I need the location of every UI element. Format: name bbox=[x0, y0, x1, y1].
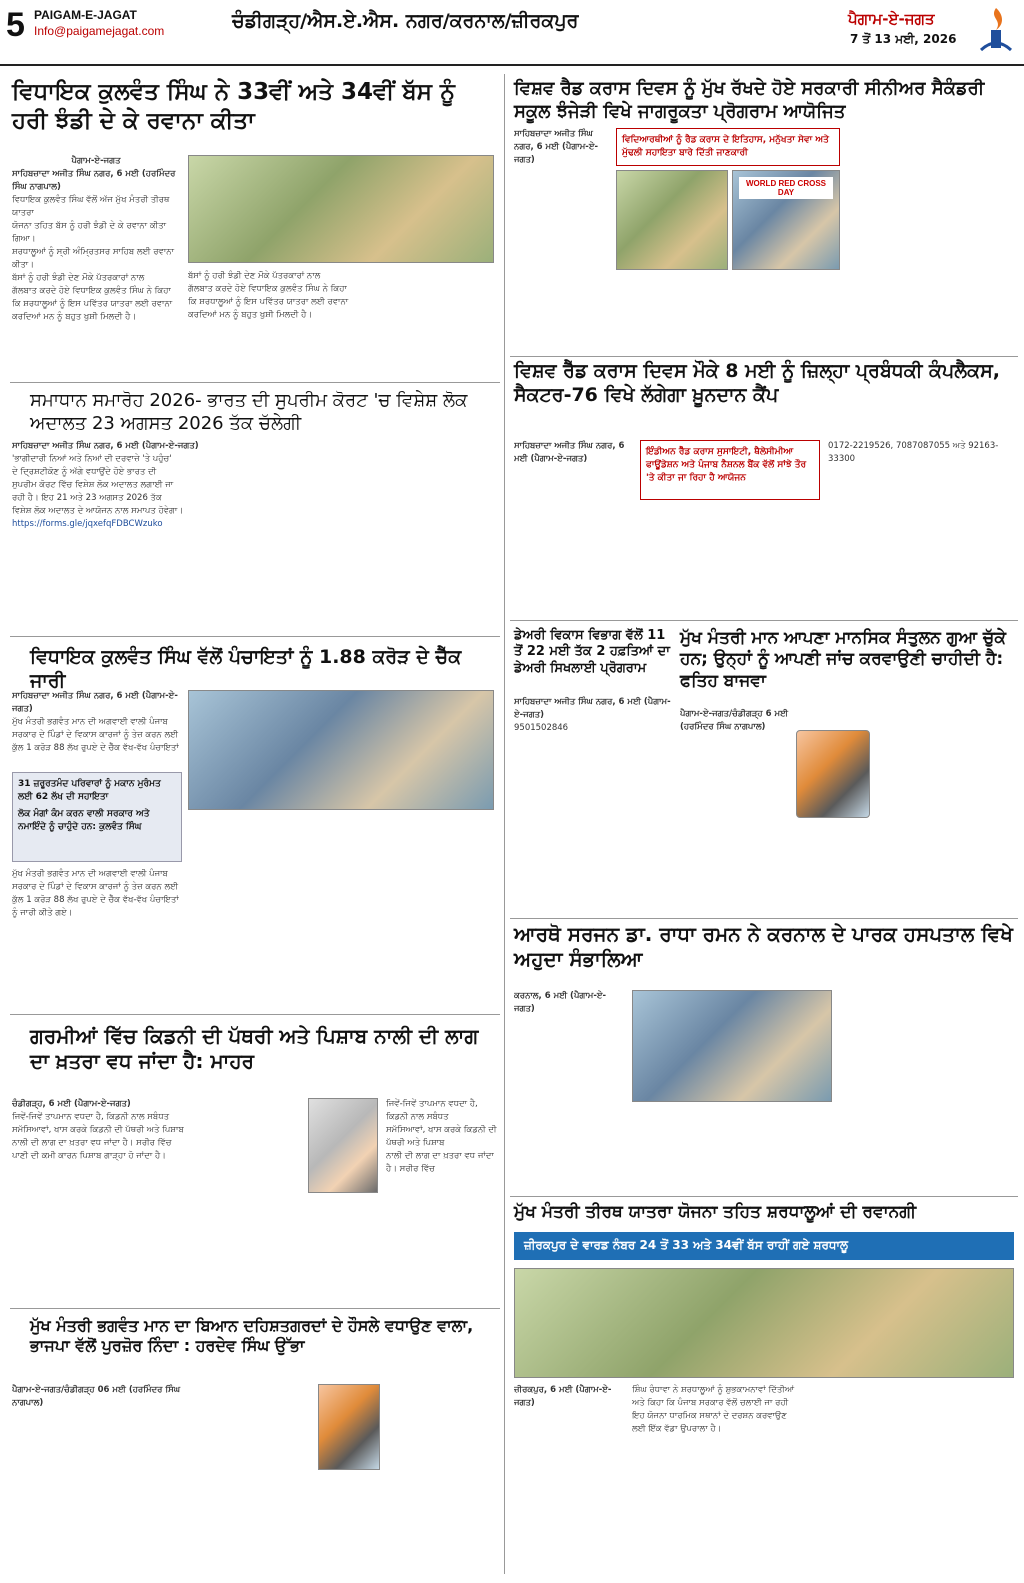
article-10-banner: ਜ਼ੀਰਕਪੁਰ ਦੇ ਵਾਰਡ ਨੰਬਰ 24 ਤੋਂ 33 ਅਤੇ 34ਵੀਂ ਬੱਸ ਰਾਹੀਂ ਗਏ ਸ਼ਰਧਾਲੂ bbox=[514, 1232, 1014, 1260]
byline: ਸਾਹਿਬਜ਼ਾਦਾ ਅਜੀਤ ਸਿੰਘ ਨਗਰ, 6 ਮਈ (ਪੈਗਾਮ-ਏ-ਜਗਤ) bbox=[514, 441, 625, 464]
article-9-headline: ਗਰਮੀਆਂ ਵਿੱਚ ਕਿਡਨੀ ਦੀ ਪੱਥਰੀ ਅਤੇ ਪਿਸ਼ਾਬ ਨਾਲੀ ਦੀ ਲਾਗ ਦਾ ਖ਼ਤਰਾ ਵਧ ਜਾਂਦਾ ਹੈ: ਮਾਹਰ bbox=[30, 1024, 479, 1073]
article-7-body-cont bbox=[876, 708, 1014, 923]
article-2-body-lower bbox=[514, 276, 844, 354]
article-7-headline: ਮੁੱਖ ਮੰਤਰੀ ਮਾਨ ਆਪਣਾ ਮਾਨਸਿਕ ਸੰਤੁਲਨ ਗੁਆ ਚੁੱਕੇ ਹਨ; ਉਨ੍ਹਾਂ ਨੂੰ ਆਪਣੀ ਜਾਂਚ ਕਰਵਾਉਣੀ ਚਾਹੀਦੀ ਹੈ: ਫਤਿਹ ਬਾਜਵਾ bbox=[680, 628, 1006, 691]
article-8-body-cont bbox=[840, 990, 1014, 1180]
highlight-2: ਲੋਕ ਮੰਗਾਂ ਕੰਮ ਕਰਨ ਵਾਲੀ ਸਰਕਾਰ ਅਤੇ ਨਮਾਇੰਦੇ ਨੂੰ ਚਾਹੁੰਦੇ ਹਨ: ਕੁਲਵੰਤ ਸਿੰਘ bbox=[18, 809, 150, 832]
article-8-body bbox=[514, 990, 624, 1180]
article-6-body bbox=[514, 696, 674, 921]
article-10-body bbox=[514, 1384, 624, 1574]
article-10-headline: ਮੁੱਖ ਮੰਤਰੀ ਤੀਰਥ ਯਾਤਰਾ ਯੋਜਨਾ ਤਹਿਤ ਸ਼ਰਧਾਲੂਆਂ ਦੀ ਰਵਾਨਗੀ bbox=[514, 1202, 917, 1222]
body-line: ਦੇ ਦ੍ਰਿਸ਼ਟੀਕੋਣ ਨੂੰ ਅੱਗੇ ਵਧਾਉਂਦੇ ਹੋਏ ਭਾਰਤ ਦੀ bbox=[12, 467, 157, 477]
body-line: ਵਿਸ਼ੇਸ਼ ਲੋਕ ਅਦਾਲਤ ਦੇ ਆਯੋਜਨ ਨਾਲ ਸਮਾਪਤ ਹੋਵੇਗਾ। bbox=[12, 506, 184, 516]
article-8-photo bbox=[632, 990, 832, 1102]
article-9-body-cont bbox=[386, 1098, 498, 1303]
photo-banner: WORLD RED CROSS DAY bbox=[739, 177, 833, 199]
form-link[interactable]: https://forms.gle/jqxefqFDBCWzuko bbox=[12, 519, 163, 529]
divider bbox=[510, 356, 1018, 357]
body-line: ਬੱਸਾਂ ਨੂੰ ਹਰੀ ਝੰਡੀ ਦੇਣ ਮੌਕੇ ਪੱਤਰਕਾਰਾਂ ਨਾਲ bbox=[188, 271, 321, 281]
article-1-body-cont bbox=[188, 270, 494, 375]
article-3-headline: ਸਮਾਧਾਨ ਸਮਾਰੋਹ 2026- ਭਾਰਤ ਦੀ ਸੁਪਰੀਮ ਕੋਰਟ 'ਚ ਵਿਸ਼ੇਸ਼ ਲੋਕ ਅਦਾਲਤ 23 ਅਗਸਤ 2026 ਤੱਕ ਚੱਲੇਗੀ bbox=[30, 390, 468, 434]
article-8-headline: ਆਰਥੋ ਸਰਜਨ ਡਾ. ਰਾਧਾ ਰਮਨ ਨੇ ਕਰਨਾਲ ਦੇ ਪਾਰਕ ਹਸਪਤਾਲ ਵਿਖੇ ਅਹੁਦਾ ਸੰਭਾਲਿਆ bbox=[514, 922, 1013, 971]
body-line: ਬੱਸਾਂ ਨੂੰ ਹਰੀ ਝੰਡੀ ਦੇਣ ਮੌਕੇ ਪੱਤਰਕਾਰਾਂ ਨਾਲ bbox=[12, 273, 145, 283]
body-line: ਗੱਲਬਾਤ ਕਰਦੇ ਹੋਏ ਵਿਧਾਇਕ ਕੁਲਵੰਤ ਸਿੰਘ ਨੇ ਕਿਹਾ bbox=[188, 284, 347, 294]
divider bbox=[10, 382, 500, 383]
body-line: ਸੁਪਰੀਮ ਕੋਰਟ ਵਿੱਚ ਵਿਸ਼ੇਸ਼ ਲੋਕ ਅਦਾਲਤ ਲਗਾਈ ਜਾ bbox=[12, 480, 174, 490]
body-line: ਕਿ ਸ਼ਰਧਾਲੂਆਂ ਨੂੰ ਇਸ ਪਵਿੱਤਰ ਯਾਤਰਾ ਲਈ ਰਵਾਨਾ bbox=[188, 297, 349, 307]
brand-name: PAIGAM-E-JAGAT bbox=[34, 8, 137, 22]
column-divider bbox=[504, 74, 505, 1574]
article-4-headline: ਵਿਸ਼ਵ ਰੈੱਡ ਕਰਾਸ ਦਿਵਸ ਮੌਕੇ 8 ਮਈ ਨੂੰ ਜ਼ਿਲ੍ਹਾ ਪ੍ਰਬੰਧਕੀ ਕੰਪਲੈਕਸ, ਸੈਕਟਰ-76 ਵਿਖੇ ਲੱਗੇਗਾ ਖ਼ੂਨਦਾਨ ਕੈਂਪ bbox=[514, 360, 1000, 406]
body-line: ਸਮੱਸਿਆਵਾਂ, ਖਾਸ ਕਰਕੇ ਕਿਡਨੀ ਦੀ ਪੱਥਰੀ ਅਤੇ ਪਿਸ਼ਾਬ bbox=[12, 1125, 184, 1135]
article-2-body-cont bbox=[848, 128, 1014, 353]
paper-title: ਪੈਗਾਮ-ਏ-ਜਗਤ bbox=[848, 10, 935, 28]
article-7-portrait bbox=[796, 730, 870, 818]
article-3-body bbox=[12, 440, 492, 630]
article-5-body bbox=[12, 690, 182, 770]
body-line: ਨੂੰ ਜਾਰੀ ਕੀਤੇ ਗਏ। bbox=[12, 908, 73, 918]
body-line: ਕਰਦਿਆਂ ਮਨ ਨੂੰ ਬਹੁਤ ਖੁਸ਼ੀ ਮਿਲਦੀ ਹੈ। bbox=[188, 310, 313, 320]
brand-email[interactable]: Info@paigamejagat.com bbox=[34, 24, 165, 38]
contact-phone: 9501502846 bbox=[514, 723, 569, 733]
article-4-body bbox=[514, 440, 634, 615]
divider bbox=[510, 918, 1018, 919]
body-line: ਕੁੱਲ 1 ਕਰੋੜ 88 ਲੱਖ ਰੁਪਏ ਦੇ ਚੈੱਕ ਵੱਖ-ਵੱਖ ਪੰਚਾਇਤਾਂ bbox=[12, 895, 179, 905]
article-5-highlights bbox=[12, 772, 182, 862]
byline: ਸਾਹਿਬਜ਼ਾਦਾ ਅਜੀਤ ਸਿੰਘ ਨਗਰ, 6 ਮਈ (ਪੈਗਾਮ-ਏ-ਜਗਤ) bbox=[12, 691, 178, 714]
highlight-1: 31 ਜ਼ਰੂਰਤਮੰਦ ਪਰਿਵਾਰਾਂ ਨੂੰ ਮਕਾਨ ਮੁਰੰਮਤ ਲਈ 62 ਲੱਖ ਦੀ ਸਹਾਇਤਾ bbox=[18, 779, 161, 802]
body-line: ਸਮੱਸਿਆਵਾਂ, ਖਾਸ ਕਰਕੇ ਕਿਡਨੀ ਦੀ ਪੱਥਰੀ ਅਤੇ ਪਿਸ਼ਾਬ bbox=[386, 1125, 497, 1148]
byline: ਕਰਨਾਲ, 6 ਮਈ (ਪੈਗਾਮ-ਏ-ਜਗਤ) bbox=[514, 991, 607, 1014]
article-5-headline: ਵਿਧਾਇਕ ਕੁਲਵੰਤ ਸਿੰਘ ਵੱਲੋਂ ਪੰਚਾਇਤਾਂ ਨੂੰ 1.88 ਕਰੋੜ ਦੇ ਚੈੱਕ ਜਾਰੀ bbox=[30, 646, 462, 692]
article-10-photo bbox=[514, 1268, 1014, 1378]
article-5-body-cont bbox=[12, 868, 492, 1008]
page-number: 5 bbox=[6, 6, 25, 44]
body-line: ਗੱਲਬਾਤ ਕਰਦੇ ਹੋਏ ਵਿਧਾਇਕ ਕੁਲਵੰਤ ਸਿੰਘ ਨੇ ਕਿਹਾ bbox=[12, 286, 171, 296]
body-line: ਕੁੱਲ 1 ਕਰੋੜ 88 ਲੱਖ ਰੁਪਏ ਦੇ ਚੈੱਕ ਵੱਖ-ਵੱਖ ਪੰਚਾਇਤਾਂ bbox=[12, 743, 179, 753]
article-6-headline: ਡੇਅਰੀ ਵਿਕਾਸ ਵਿਭਾਗ ਵੱਲੋਂ 11 ਤੋਂ 22 ਮਈ ਤੱਕ 2 ਹਫ਼ਤਿਆਂ ਦਾ ਡੇਅਰੀ ਸਿਖਲਾਈ ਪ੍ਰੋਗਰਾਮ bbox=[514, 628, 670, 676]
article-1-photo bbox=[188, 155, 494, 263]
body-line: ਸ਼ਰਧਾਲੂਆਂ ਨੂੰ ਸ੍ਰੀ ਅੰਮ੍ਰਿਤਸਰ ਸਾਹਿਬ ਲਈ ਰਵਾਨਾ ਕੀਤਾ। bbox=[12, 247, 174, 270]
dateline: ਪੈਗਾਮ-ਏ-ਜਗਤ bbox=[71, 156, 121, 166]
byline: ਸਾਹਿਬਜ਼ਾਦਾ ਅਜੀਤ ਸਿੰਘ ਨਗਰ, 6 ਮਈ (ਪੈਗਾਮ-ਏ-ਜਗਤ) bbox=[514, 697, 671, 720]
byline: ਚੰਡੀਗੜ੍ਹ, 6 ਮਈ (ਪੈਗਾਮ-ਏ-ਜਗਤ) bbox=[12, 1099, 131, 1109]
article-1-body bbox=[12, 155, 180, 375]
article-9-body bbox=[12, 1098, 302, 1303]
article-2-callout: ਵਿਦਿਆਰਥੀਆਂ ਨੂੰ ਰੈਡ ਕਰਾਸ ਦੇ ਇਤਿਹਾਸ, ਮਨੁੱਖਤਾ ਸੇਵਾ ਅਤੇ ਮੁੱਢਲੀ ਸਹਾਇਤਾ ਬਾਰੇ ਦਿੱਤੀ ਜਾਣਕਾਰੀ bbox=[616, 128, 840, 166]
body-line: ਜਿਵੇਂ-ਜਿਵੇਂ ਤਾਪਮਾਨ ਵਧਦਾ ਹੈ, ਕਿਡਨੀ ਨਾਲ ਸਬੰਧਤ bbox=[12, 1112, 170, 1122]
byline: ਸਾਹਿਬਜ਼ਾਦਾ ਅਜੀਤ ਸਿੰਘ ਨਗਰ, 6 ਮਈ (ਪੈਗਾਮ-ਏ-ਜਗਤ) bbox=[514, 129, 599, 165]
body-line: ਮੁੱਖ ਮੰਤਰੀ ਭਗਵੰਤ ਮਾਨ ਦੀ ਅਗਵਾਈ ਵਾਲੀ ਪੰਜਾਬ bbox=[12, 717, 168, 727]
article-11-headline: ਮੁੱਖ ਮੰਤਰੀ ਭਗਵੰਤ ਮਾਨ ਦਾ ਬਿਆਨ ਦਹਿਸ਼ਤਗਰਦਾਂ ਦੇ ਹੌਸਲੇ ਵਧਾਉਣ ਵਾਲਾ, ਭਾਜਪਾ ਵੱਲੋਂ ਪੁਰਜ਼ੋਰ ਨਿੰਦਾ : ਹਰਦੇਵ ਸਿੰਘ ਉੱਭਾ bbox=[30, 1316, 474, 1355]
article-2-body bbox=[514, 128, 612, 288]
divider bbox=[10, 1308, 500, 1309]
contact-phones: 0172-2219526, 7087087055 ਅਤੇ 92163-33300 bbox=[828, 441, 999, 464]
byline: ਪੈਗਾਮ-ਏ-ਜਗਤ/ਚੰਡੀਗੜ੍ਹ 06 ਮਈ (ਹਰਮਿੰਦਰ ਸਿੰਘ ਨਾਗਪਾਲ) bbox=[12, 1385, 181, 1408]
body-line: ਮੁੱਖ ਮੰਤਰੀ ਭਗਵੰਤ ਮਾਨ ਦੀ ਅਗਵਾਈ ਵਾਲੀ ਪੰਜਾਬ bbox=[12, 869, 168, 879]
byline: ਜ਼ੀਰਕਪੁਰ, 6 ਮਈ (ਪੈਗਾਮ-ਏ-ਜਗਤ) bbox=[514, 1385, 612, 1408]
byline: ਪੈਗਾਮ-ਏ-ਜਗਤ/ਚੰਡੀਗੜ੍ਹ 6 ਮਈ (ਹਰਮਿੰਦਰ ਸਿੰਘ ਨਾਗਪਾਲ) bbox=[680, 709, 788, 732]
article-11-portrait bbox=[318, 1384, 380, 1470]
divider bbox=[510, 620, 1018, 621]
byline: ਸਾਹਿਬਜ਼ਾਦਾ ਅਜੀਤ ਸਿੰਘ ਨਗਰ, 6 ਮਈ (ਪੈਗਾਮ-ਏ-ਜਗਤ) bbox=[12, 441, 199, 451]
torch-logo-icon bbox=[975, 6, 1017, 54]
body-line: ਸਰਕਾਰ ਦੇ ਪਿੰਡਾਂ ਦੇ ਵਿਕਾਸ ਕਾਰਜਾਂ ਨੂੰ ਤੇਜ਼ ਕਰਨ ਲਈ bbox=[12, 730, 179, 740]
body-line: ਇਹ ਯੋਜਨਾ ਧਾਰਮਿਕ ਸਥਾਨਾਂ ਦੇ ਦਰਸ਼ਨ ਕਰਵਾਉਣ bbox=[632, 1411, 787, 1421]
article-10-body-cont bbox=[632, 1384, 1014, 1574]
byline: ਸਾਹਿਬਜ਼ਾਦਾ ਅਜੀਤ ਸਿੰਘ ਨਗਰ, 6 ਮਈ (ਹਰਮਿੰਦਰ ਸਿੰਘ ਨਾਗਪਾਲ) bbox=[12, 169, 176, 192]
body-line: ਸ਼ਿੰਘ ਰੰਧਾਵਾ ਨੇ ਸ਼ਰਧਾਲੂਆਂ ਨੂੰ ਸ਼ੁਭਕਾਮਨਾਵਾਂ ਦਿੱਤੀਆਂ bbox=[632, 1385, 795, 1395]
body-line: ਵਿਧਾਇਕ ਕੁਲਵੰਤ ਸਿੰਘ ਵੱਲੋਂ ਅੱਜ ਮੁੱਖ ਮੰਤਰੀ ਤੀਰਥ ਯਾਤਰਾ bbox=[12, 195, 170, 218]
issue-date: 7 ਤੋਂ 13 ਮਈ, 2026 bbox=[850, 32, 957, 46]
divider bbox=[510, 1196, 1018, 1197]
masthead bbox=[0, 0, 1024, 66]
article-2-photo-2 bbox=[732, 170, 840, 270]
body-line: ਨਾਲੀ ਦੀ ਲਾਗ ਦਾ ਖ਼ਤਰਾ ਵਧ ਜਾਂਦਾ ਹੈ। ਸਰੀਰ ਵਿੱਚ bbox=[386, 1151, 494, 1174]
body-line: ਸਰਕਾਰ ਦੇ ਪਿੰਡਾਂ ਦੇ ਵਿਕਾਸ ਕਾਰਜਾਂ ਨੂੰ ਤੇਜ਼ ਕਰਨ ਲਈ bbox=[12, 882, 179, 892]
divider bbox=[10, 1014, 500, 1015]
body-line: ਜਿਵੇਂ-ਜਿਵੇਂ ਤਾਪਮਾਨ ਵਧਦਾ ਹੈ, ਕਿਡਨੀ ਨਾਲ ਸਬੰਧਤ bbox=[386, 1099, 478, 1122]
article-7-body bbox=[680, 708, 790, 923]
body-line: ਅਤੇ ਕਿਹਾ ਕਿ ਪੰਜਾਬ ਸਰਕਾਰ ਵੱਲੋਂ ਚਲਾਈ ਜਾ ਰਹੀ bbox=[632, 1398, 789, 1408]
body-line: ਰਹੀ ਹੈ। ਇਹ 21 ਅਤੇ 23 ਅਗਸਤ 2026 ਤੱਕ bbox=[12, 493, 162, 503]
body-line: ਯੋਜਨਾ ਤਹਿਤ ਬੱਸ ਨੂੰ ਹਰੀ ਝੰਡੀ ਦੇ ਕੇ ਰਵਾਨਾ ਕੀਤਾ ਗਿਆ। bbox=[12, 221, 167, 244]
body-line: ਪਾਣੀ ਦੀ ਕਮੀ ਕਾਰਨ ਪਿਸ਼ਾਬ ਗਾੜ੍ਹਾ ਹੋ ਜਾਂਦਾ ਹੈ। bbox=[12, 1151, 166, 1161]
article-11-body bbox=[12, 1384, 212, 1574]
body-line: ਲਈ ਇੱਕ ਵੱਡਾ ਉਪਰਾਲਾ ਹੈ। bbox=[632, 1424, 722, 1434]
article-2-photo-1 bbox=[616, 170, 728, 270]
article-9-portrait bbox=[308, 1098, 378, 1193]
article-4-body-cont bbox=[828, 440, 1014, 615]
article-2-headline: ਵਿਸ਼ਵ ਰੈਡ ਕਰਾਸ ਦਿਵਸ ਨੂੰ ਮੁੱਖ ਰੱਖਦੇ ਹੋਏ ਸਰਕਾਰੀ ਸੀਨੀਅਰ ਸੈਕੰਡਰੀ ਸਕੂਲ ਝੰਜੇੜੀ ਵਿਖੇ ਜਾਗਰੂਕਤਾ ਪ੍ਰੋਗਰਾਮ ਆਯੋਜਿਤ bbox=[514, 78, 985, 122]
body-line: ਕਿ ਸ਼ਰਧਾਲੂਆਂ ਨੂੰ ਇਸ ਪਵਿੱਤਰ ਯਾਤਰਾ ਲਈ ਰਵਾਨਾ bbox=[12, 299, 173, 309]
body-line: ਨਾਲੀ ਦੀ ਲਾਗ ਦਾ ਖ਼ਤਰਾ ਵਧ ਜਾਂਦਾ ਹੈ। ਸਰੀਰ ਵਿੱਚ bbox=[12, 1138, 172, 1148]
body-line: ਕਰਦਿਆਂ ਮਨ ਨੂੰ ਬਹੁਤ ਖੁਸ਼ੀ ਮਿਲਦੀ ਹੈ। bbox=[12, 312, 137, 322]
divider bbox=[10, 636, 500, 637]
article-5-photo bbox=[188, 690, 494, 810]
section-cities: ਚੰਡੀਗੜ੍ਹ/ਐਸ.ਏ.ਐਸ. ਨਗਰ/ਕਰਨਾਲ/ਜ਼ੀਰਕਪੁਰ bbox=[232, 10, 579, 32]
article-4-callout: ਇੰਡੀਅਨ ਰੈੱਡ ਕਰਾਸ ਸੁਸਾਇਟੀ, ਥੈਲੇਸੀਮੀਆ ਫਾਊਂਡੇਸ਼ਨ ਅਤੇ ਪੰਜਾਬ ਨੈਸ਼ਨਲ ਬੈਂਕ ਵੱਲੋਂ ਸਾਂਝੇ ਤੌਰ 'ਤੇ ਕੀਤਾ ਜਾ ਰਿਹਾ ਹੈ ਆਯੋਜਨ bbox=[640, 440, 820, 500]
article-1-headline: ਵਿਧਾਇਕ ਕੁਲਵੰਤ ਸਿੰਘ ਨੇ 33ਵੀਂ ਅਤੇ 34ਵੀਂ ਬੱਸ ਨੂੰ ਹਰੀ ਝੰਡੀ ਦੇ ਕੇ ਰਵਾਨਾ ਕੀਤਾ bbox=[12, 79, 455, 134]
body-line: 'ਭਾਗੀਦਾਰੀ ਨਿਆਂ ਅਤੇ ਨਿਆਂ ਦੀ ਦਰਵਾਜ਼ੇ 'ਤੇ ਪਹੁੰਚ' bbox=[12, 454, 172, 464]
